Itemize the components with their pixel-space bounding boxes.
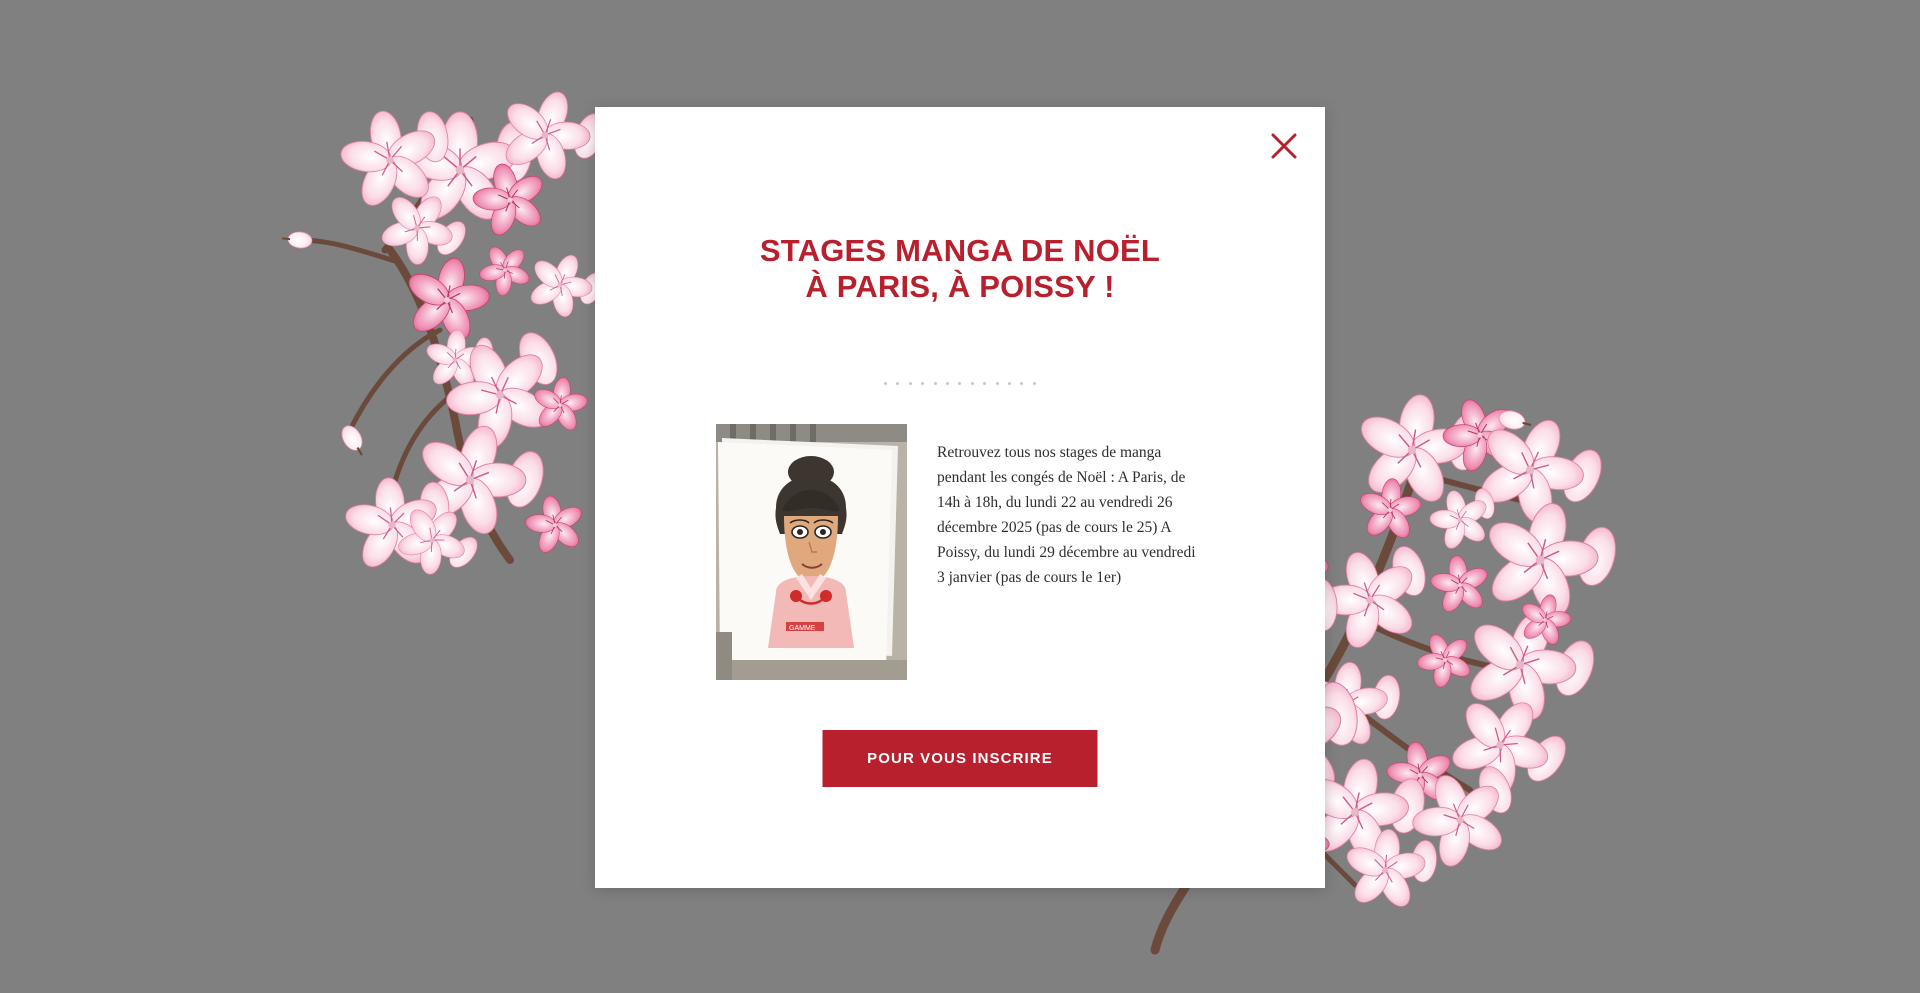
manga-drawing-photo [716,424,907,680]
content-row [716,424,1236,680]
dotted-divider [884,382,1036,385]
promo-body-text: Retrouvez tous nos stages de manga pendant les congés de Noël : A Paris, de 14h à 18h, du lundi 22 au vendredi 26 décembre 2025 (pas de cours le 25) A Poissy, du lundi 29 décembre au vendredi 3 janvier (pas de cours le 1er) [937,443,1196,587]
register-button[interactable]: POUR VOUS INSCRIRE [823,730,1098,787]
close-icon[interactable] [1267,129,1301,163]
page-title: STAGES MANGA DE NOËL À PARIS, À POISSY ! [759,232,1161,305]
svg-text:GAMME: GAMME [789,625,816,632]
promo-modal [595,107,1325,888]
